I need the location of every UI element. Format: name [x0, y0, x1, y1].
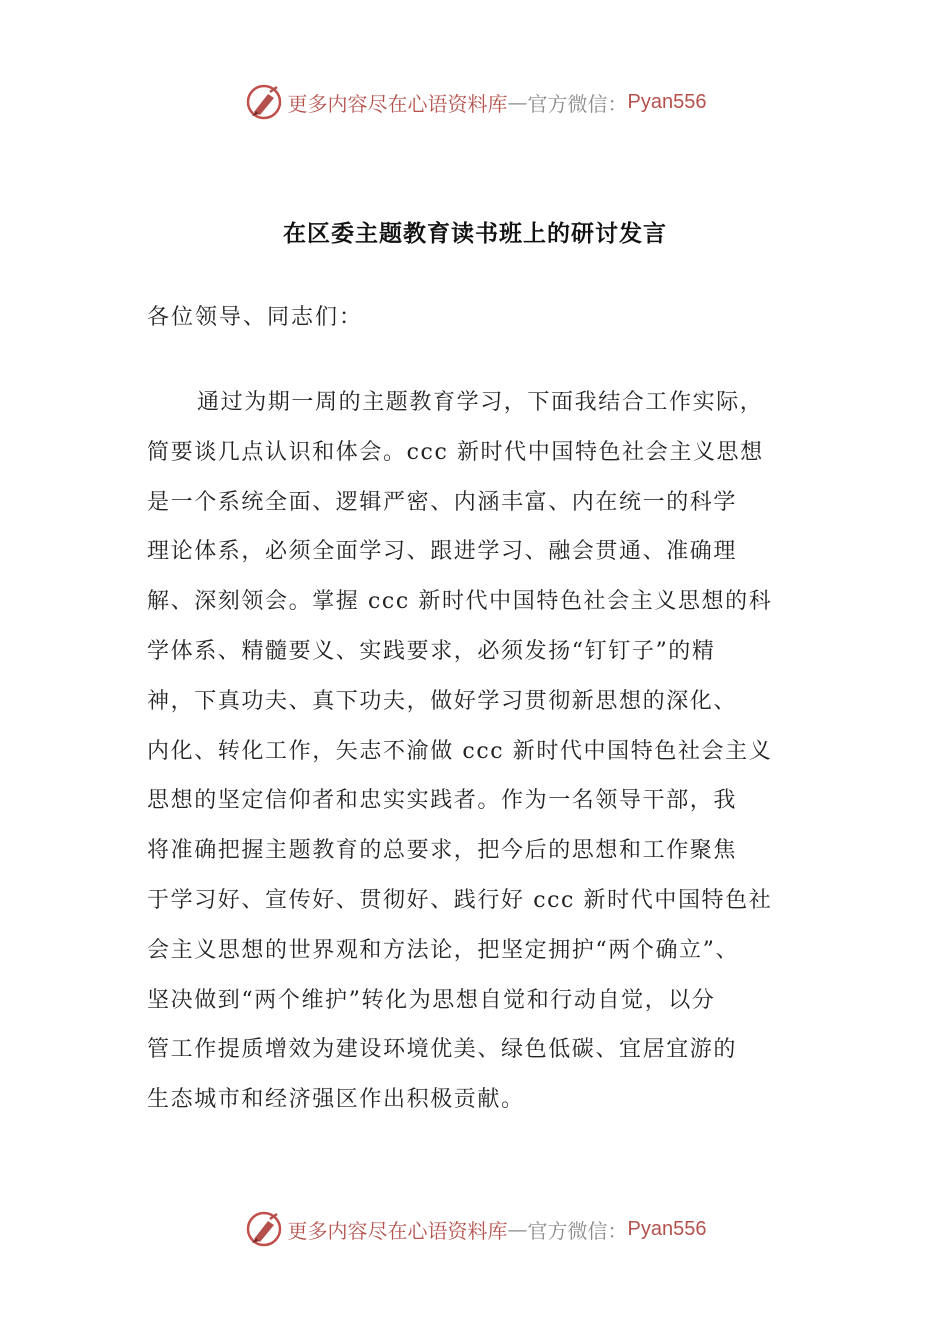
watermark-wechat-id: Pyan556 — [627, 90, 707, 113]
paragraph-line: 解、深刻领会。掌握 ccc 新时代中国特色社会主义思想的科 — [147, 589, 773, 615]
paragraph-line: 神，下真功夫、真下功夫，做好学习贯彻新思想的深化、 — [147, 688, 738, 714]
paragraph-line: 将准确把握主题教育的总要求，把今后的思想和工作聚焦 — [147, 838, 738, 864]
pen-nib-logo-icon — [244, 1209, 284, 1249]
paragraph-line: 学体系、精髓要义、实践要求，必须发扬“钉钉子”的精 — [147, 638, 716, 664]
watermark-label-text: 官方微信： — [527, 91, 628, 116]
paragraph-line: 管工作提质增效为建设环境优美、绿色低碳、宜居宜游的 — [147, 1037, 738, 1063]
paragraph-line: 思想的坚定信仰者和忠实实践者。作为一名领导干部，我 — [147, 788, 738, 814]
watermark-label-text: 官方微信： — [527, 1218, 628, 1243]
header-watermark-banner — [0, 80, 950, 124]
paragraph-line: 生态城市和经济强区作出积极贡献。 — [147, 1087, 525, 1113]
document-title: 在区委主题教育读书班上的研讨发言 — [283, 221, 667, 247]
paragraph-line: 于学习好、宣传好、贯彻好、践行好 ccc 新时代中国特色社 — [147, 887, 773, 913]
watermark-separator: — — [507, 90, 528, 114]
paragraph-line: 坚决做到“两个维护”转化为思想自觉和行动自觉，以分 — [147, 987, 716, 1013]
footer-watermark-banner — [0, 1207, 950, 1251]
watermark-wechat-id: Pyan556 — [627, 1217, 707, 1240]
body-paragraph — [147, 378, 807, 1125]
paragraph-line: 通过为期一周的主题教育学习，下面我结合工作实际， — [197, 390, 764, 415]
paragraph-line: 会主义思想的世界观和方法论，把坚定拥护“两个确立”、 — [147, 937, 740, 963]
paragraph-line: 理论体系，必须全面学习、跟进学习、融会贯通、准确理 — [147, 539, 738, 565]
watermark-brand-text: 更多内容尽在心语资料库 — [287, 1218, 508, 1243]
watermark-brand-text: 更多内容尽在心语资料库 — [287, 91, 508, 116]
paragraph-line: 简要谈几点认识和体会。ccc 新时代中国特色社会主义思想 — [147, 439, 764, 465]
watermark-separator: — — [507, 1217, 528, 1241]
paragraph-line: 是一个系统全面、逻辑严密、内涵丰富、内在统一的科学 — [147, 489, 738, 515]
pen-nib-logo-icon — [244, 82, 284, 122]
paragraph-line: 内化、转化工作，矢志不渝做 ccc 新时代中国特色社会主义 — [147, 738, 773, 764]
salutation: 各位领导、同志们： — [147, 305, 364, 330]
